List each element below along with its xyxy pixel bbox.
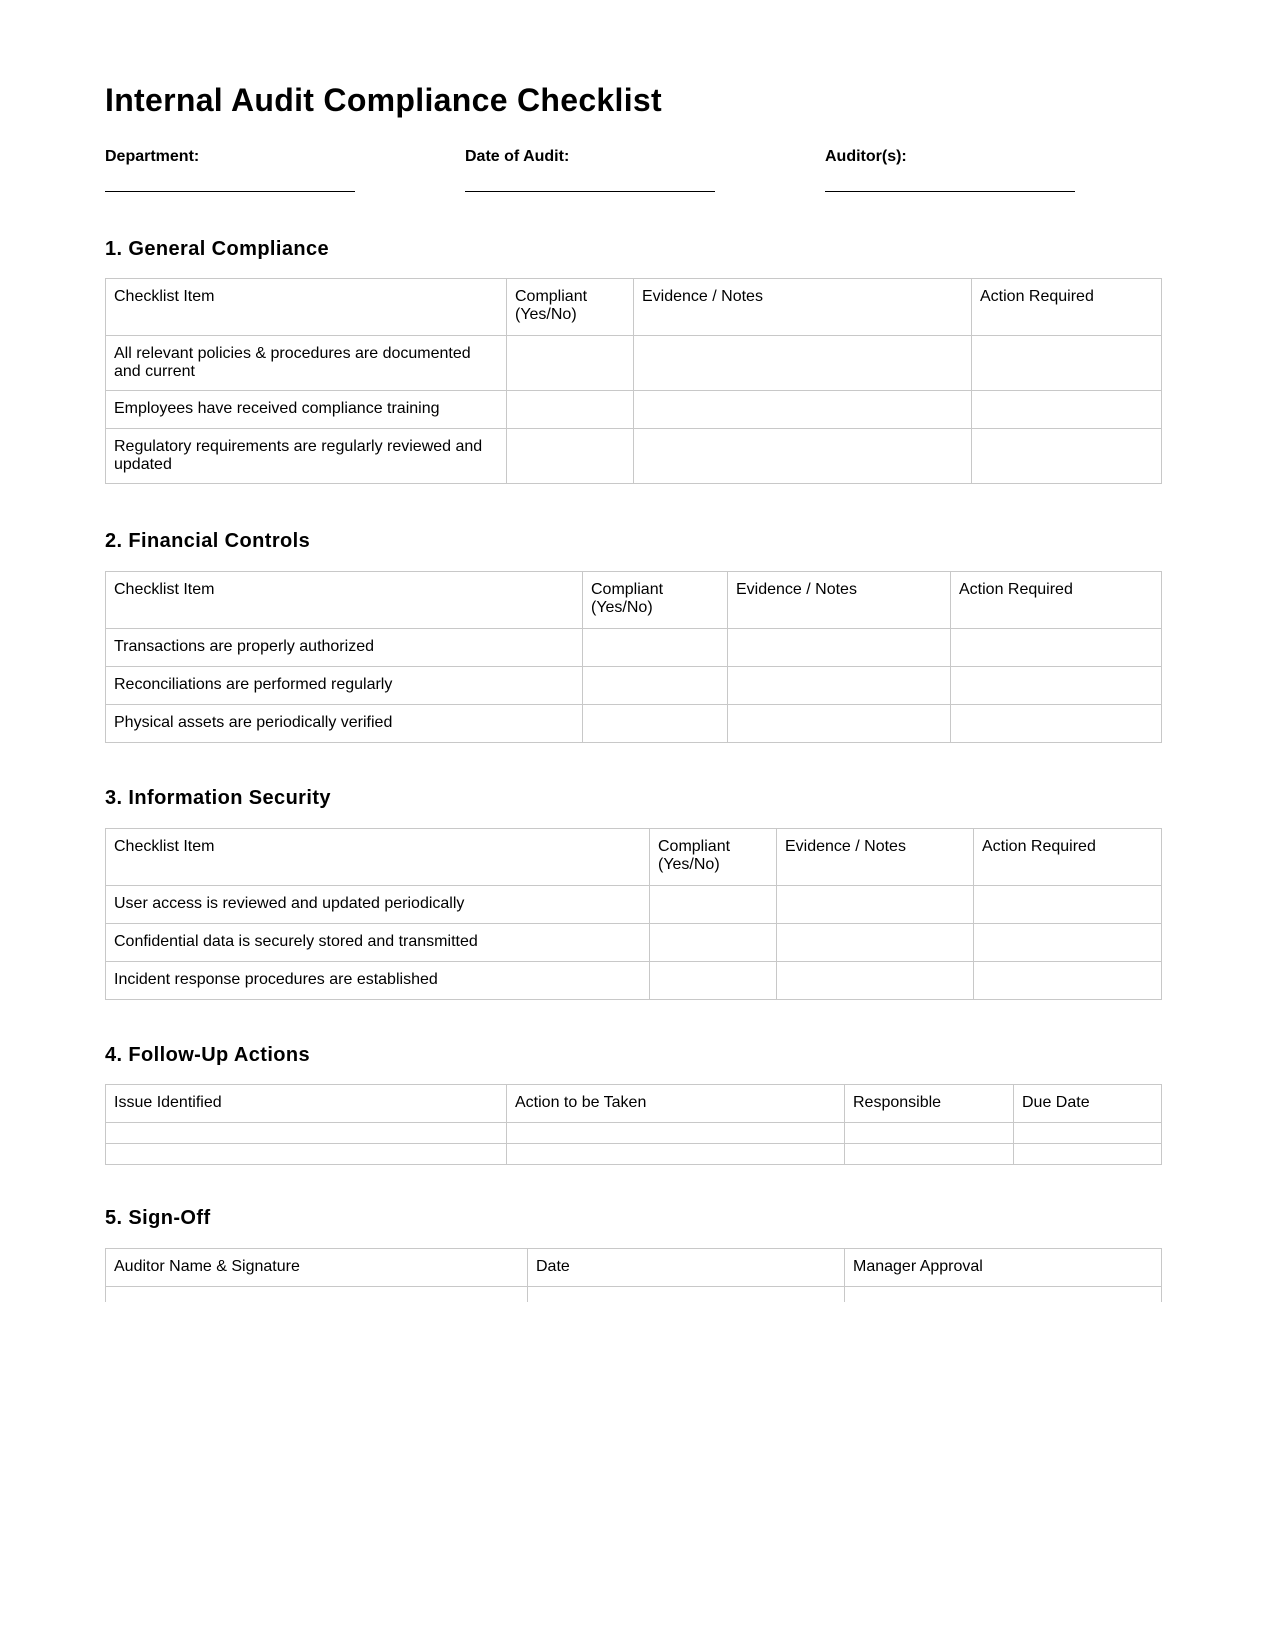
page-break-area (0, 1302, 1263, 1628)
action-taken-cell[interactable] (507, 1144, 845, 1165)
auditors-line[interactable] (825, 191, 1075, 192)
table-row (106, 629, 1162, 667)
evidence-cell[interactable] (728, 705, 951, 743)
table-row (106, 391, 1162, 429)
evidence-cell[interactable] (728, 667, 951, 705)
evidence-cell[interactable] (777, 962, 974, 1000)
header-cell: Action to be Taken (507, 1085, 845, 1123)
header-cell: Auditor Name & Signature (106, 1249, 528, 1287)
header-cell: Compliant (Yes/No) (507, 279, 634, 336)
header-cell: Action Required (972, 279, 1162, 336)
auditors-field (825, 147, 1075, 167)
compliant-cell[interactable] (583, 629, 728, 667)
evidence-cell[interactable] (777, 886, 974, 924)
date-line[interactable] (465, 191, 715, 192)
due-date-cell[interactable] (1014, 1123, 1162, 1144)
evidence-cell[interactable] (634, 391, 972, 429)
compliant-cell[interactable] (650, 962, 777, 1000)
action-cell[interactable] (974, 886, 1162, 924)
header-cell: Action Required (951, 572, 1162, 629)
header-cell: Issue Identified (106, 1085, 507, 1123)
header-cell: Checklist Item (106, 829, 650, 886)
header-cell: Checklist Item (106, 572, 583, 629)
checklist-item: Transactions are properly authorized (106, 629, 583, 667)
header-cell: Date (528, 1249, 845, 1287)
evidence-cell[interactable] (777, 924, 974, 962)
date-field (465, 147, 715, 167)
header-cell: Evidence / Notes (777, 829, 974, 886)
department-line[interactable] (105, 191, 355, 192)
header-cell: Evidence / Notes (634, 279, 972, 336)
compliant-cell[interactable] (583, 705, 728, 743)
page-title: Internal Audit Compliance Checklist (105, 82, 662, 118)
table-row (106, 667, 1162, 705)
section-heading-general: 1. General Compliance (105, 238, 330, 260)
evidence-cell[interactable] (728, 629, 951, 667)
compliant-cell[interactable] (583, 667, 728, 705)
header-cell: Compliant (Yes/No) (650, 829, 777, 886)
table-row (106, 924, 1162, 962)
auditors-label: Auditor(s): (825, 148, 907, 165)
evidence-cell[interactable] (634, 336, 972, 391)
checklist-item: Confidential data is securely stored and transmitted (106, 924, 650, 962)
checklist-item: Reconciliations are performed regularly (106, 667, 583, 705)
checklist-item: Incident response procedures are established (106, 962, 650, 1000)
action-cell[interactable] (974, 962, 1162, 1000)
action-cell[interactable] (951, 705, 1162, 743)
table-header-row (106, 572, 1162, 629)
table-header-row (106, 1249, 1162, 1287)
action-cell[interactable] (974, 924, 1162, 962)
checklist-item: Physical assets are periodically verified (106, 705, 583, 743)
table-row (106, 429, 1162, 484)
department-field (105, 147, 355, 167)
compliant-cell[interactable] (507, 429, 634, 484)
issue-cell[interactable] (106, 1144, 507, 1165)
table-row (106, 336, 1162, 391)
compliant-cell[interactable] (650, 886, 777, 924)
action-cell[interactable] (972, 429, 1162, 484)
table-row (106, 1144, 1162, 1165)
header-cell: Evidence / Notes (728, 572, 951, 629)
compliant-cell[interactable] (650, 924, 777, 962)
responsible-cell[interactable] (845, 1123, 1014, 1144)
table-follow-up-actions (105, 1084, 1162, 1165)
header-cell: Manager Approval (845, 1249, 1162, 1287)
due-date-cell[interactable] (1014, 1144, 1162, 1165)
action-cell[interactable] (972, 391, 1162, 429)
section-heading-signoff: 5. Sign-Off (105, 1207, 211, 1229)
header-cell: Due Date (1014, 1085, 1162, 1123)
section-heading-security: 3. Information Security (105, 787, 331, 809)
audit-meta (105, 147, 1161, 197)
table-row (106, 1123, 1162, 1144)
table-header-row (106, 279, 1162, 336)
responsible-cell[interactable] (845, 1144, 1014, 1165)
header-cell: Action Required (974, 829, 1162, 886)
table-general-compliance (105, 278, 1162, 484)
compliant-cell[interactable] (507, 336, 634, 391)
header-cell: Compliant (Yes/No) (583, 572, 728, 629)
table-row (106, 886, 1162, 924)
table-header-row (106, 829, 1162, 886)
table-financial-controls (105, 571, 1162, 743)
evidence-cell[interactable] (634, 429, 972, 484)
table-row (106, 705, 1162, 743)
table-header-row (106, 1085, 1162, 1123)
issue-cell[interactable] (106, 1123, 507, 1144)
department-label: Department: (105, 148, 200, 165)
section-heading-financial: 2. Financial Controls (105, 530, 311, 552)
header-cell: Checklist Item (106, 279, 507, 336)
checklist-item: All relevant policies & procedures are documented and current (106, 336, 507, 391)
action-taken-cell[interactable] (507, 1123, 845, 1144)
table-row (106, 962, 1162, 1000)
table-information-security (105, 828, 1162, 1000)
checklist-item: Employees have received compliance training (106, 391, 507, 429)
checklist-item: Regulatory requirements are regularly reviewed and updated (106, 429, 507, 484)
action-cell[interactable] (951, 667, 1162, 705)
section-heading-followup: 4. Follow-Up Actions (105, 1044, 311, 1066)
action-cell[interactable] (972, 336, 1162, 391)
date-label: Date of Audit: (465, 148, 570, 165)
action-cell[interactable] (951, 629, 1162, 667)
checklist-item: User access is reviewed and updated periodically (106, 886, 650, 924)
header-cell: Responsible (845, 1085, 1014, 1123)
compliant-cell[interactable] (507, 391, 634, 429)
